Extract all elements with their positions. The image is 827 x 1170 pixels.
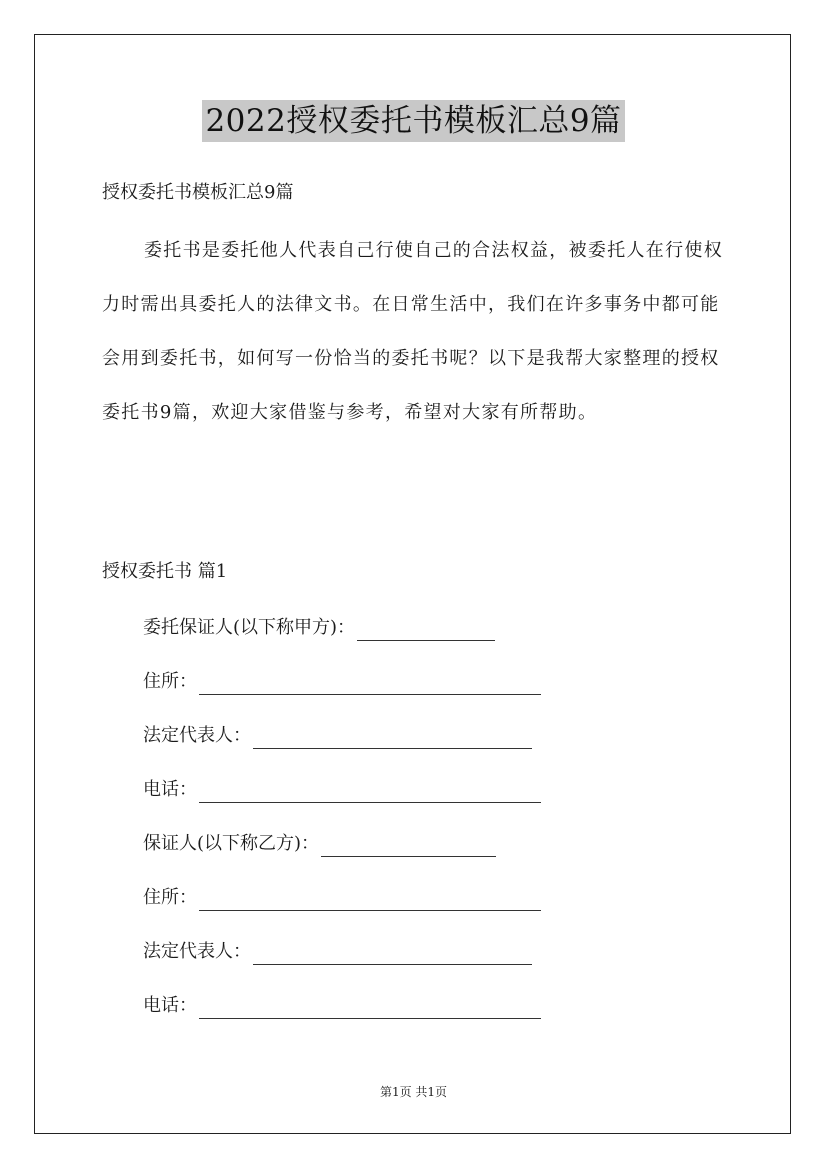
blank-line <box>357 620 495 641</box>
field-label: 法定代表人： <box>143 941 251 962</box>
field-principal-address <box>143 669 541 695</box>
blank-line <box>199 782 541 803</box>
field-label: 法定代表人： <box>143 725 251 746</box>
field-label: 住所： <box>143 671 197 692</box>
blank-line <box>321 836 496 857</box>
field-label: 住所： <box>143 887 197 908</box>
document-subtitle: 授权委托书模板汇总9篇 <box>102 182 294 203</box>
blank-line <box>253 728 532 749</box>
field-guarantor <box>143 831 496 857</box>
field-label: 电话： <box>143 995 197 1016</box>
blank-line <box>199 674 541 695</box>
field-principal-phone <box>143 777 541 803</box>
title-container <box>0 100 827 142</box>
blank-line <box>199 890 541 911</box>
blank-line <box>199 998 541 1019</box>
field-principal-representative <box>143 723 532 749</box>
document-title: 2022授权委托书模板汇总9篇 <box>202 100 624 142</box>
field-principal-guarantor <box>143 615 495 641</box>
field-guarantor-representative <box>143 939 532 965</box>
field-label: 保证人(以下称乙方)： <box>143 833 320 854</box>
section-heading: 授权委托书 篇1 <box>102 561 228 582</box>
field-label: 委托保证人(以下称甲方)： <box>143 617 356 638</box>
field-guarantor-address <box>143 885 541 911</box>
page-footer: 第1页 共1页 <box>379 1085 448 1099</box>
blank-line <box>253 944 532 965</box>
field-guarantor-phone <box>143 993 541 1019</box>
field-label: 电话： <box>143 779 197 800</box>
intro-paragraph: 委托书是委托他人代表自己行使自己的合法权益，被委托人在行使权力时需出具委托人的法律文书。在日常生活中，我们在许多事务中都可能会用到委托书，如何写一份恰当的委托书呢？以下是我帮大家整理的授权委托书9篇，欢迎大家借鉴与参考，希望对大家有所帮助。 <box>102 240 723 423</box>
